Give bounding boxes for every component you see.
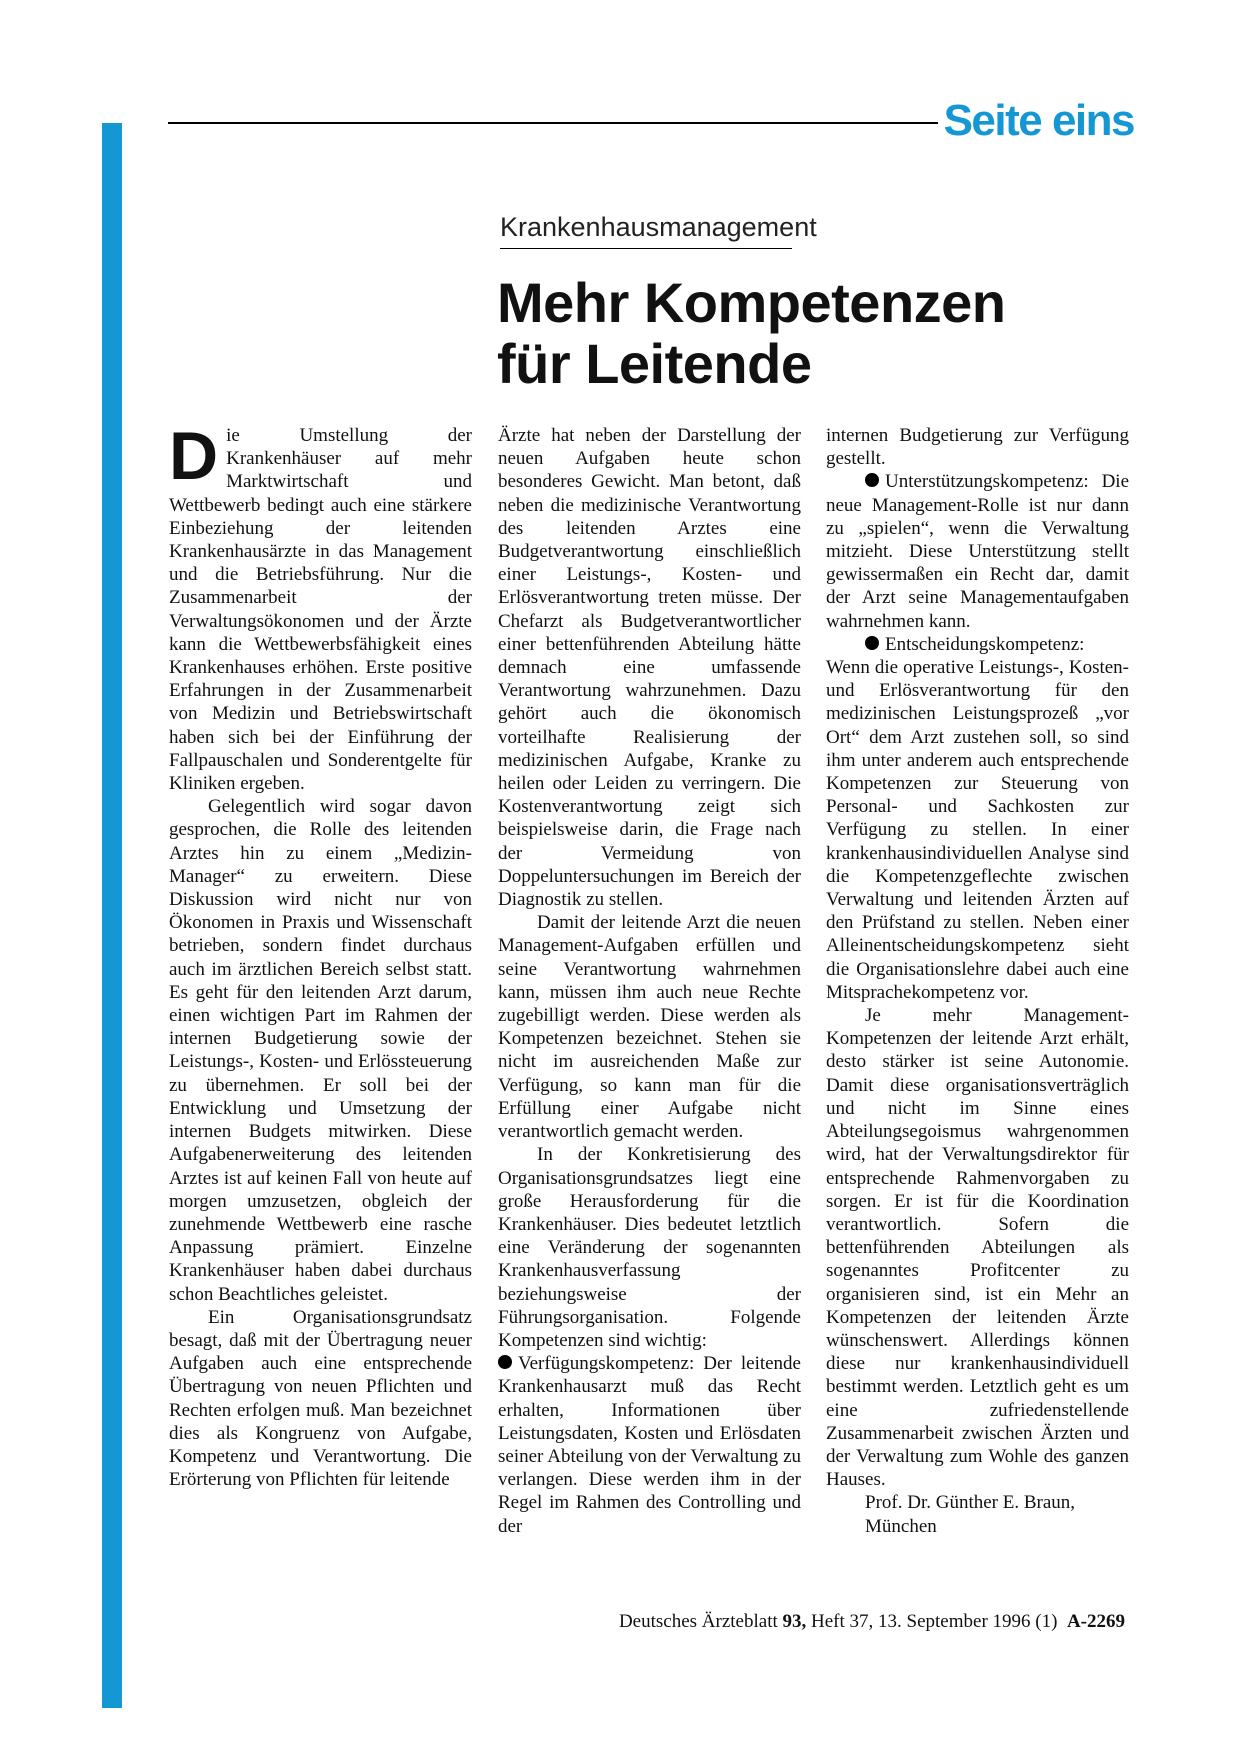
article-column-1 (169, 418, 472, 1491)
headline-line-1: Mehr Kompetenzen (497, 271, 1006, 334)
paragraph: Damit der leitende Arzt die neuen Management-Aufgaben erfüllen und seine Verantwortung wahrnehmen kann, müssen ihm auch neue Rechte zugebilligt werden. Diese werden als Kompetenzen bezeichnet. Stehen sie nicht im ausreichenden Maße zur Verfügung, so kann man für die Erfüllung einer Aufgabe nicht verantwortlich gemacht werden. (498, 912, 801, 1143)
paragraph: internen Budgetierung zur Verfügung gestellt. (826, 425, 1129, 470)
bullet-paragraph (498, 1352, 801, 1538)
article-headline (497, 272, 1006, 394)
author-name: Prof. Dr. Günther E. Braun, (865, 1492, 1076, 1514)
section-label: Seite eins (943, 96, 1134, 145)
paragraph-text: Entscheidungskompetenz: Wenn die operative Leistungs-, Kosten- und Erlösverantwortung für den medizinischen Leistungsprozeß „vor Ort“ dem Arzt zustehen soll, so sind ihm unter anderem auch entsprechende Kompetenzen zur Steuerung von Personal- und Sachkosten zur Verfügung zu stellen. In einer krankenhausindividuellen Analyse sind die Kompetenzgeflechte zwischen Verwaltung und leitenden Ärzten auf den Prüfstand zu stellen. Neben einer Alleinentscheidungskompetenz sieht die Organisationslehre dabei auch eine Mitsprachekompetenz vor. (826, 633, 1129, 1003)
article-column-3 (826, 424, 1129, 1538)
journal-volume: 93, (782, 1611, 807, 1632)
header-rule (168, 122, 938, 124)
accent-sidebar (102, 123, 122, 1708)
paragraph: In der Konkretisierung des Organisationsgrundsatzes liegt eine große Herausforderung für die Krankenhäuser. Dies bedeutet letztlich eine Veränderung der sogenannten Krankenhausverfassung beziehungsweise der Führungsorganisation. Folgende Kompetenzen sind wichtig: (498, 1144, 801, 1351)
bullet-icon (498, 1355, 512, 1369)
paragraph: Ein Organisationsgrundsatz besagt, daß mit der Übertragung neuer Aufgaben auch eine entsprechende Übertragung von neuen Pflichten und Rechten erfolgen muß. Man bezeichnet dies als Kongruenz von Aufgabe, Kompetenz und Verantwortung. Die Erörterung von Pflichten für leitende (169, 1306, 472, 1491)
drop-cap: D (169, 418, 219, 494)
paragraph (169, 418, 472, 795)
page-footer (619, 1610, 1125, 1634)
paragraph: Gelegentlich wird sogar davon gesprochen, die Rolle des leitenden Arztes hin zu einem „Medizin-Manager“ zu erweitern. Diese Diskussion wird nicht nur von Ökonomen in Praxis und Wissenschaft betrieben, sondern findet durchaus auch im ärztlichen Bereich selbst statt. Es geht für den leitenden Arzt darum, einen wichtigen Part im Rahmen der internen Budgetierung sowie der Leistungs-, Kosten- und Erlössteuerung zu übernehmen. Er soll bei der Entwicklung und Umsetzung der internen Budgets mitwirken. Diese Aufgabenerweiterung des leitenden Arztes ist auf keinen Fall von heute auf morgen umzusetzen, obgleich der zunehmende Wettbewerb eine rasche Anpassung prämiert. Einzelne Krankenhäuser haben dabei durchaus schon Beachtliches geleistet. (169, 796, 472, 1305)
author-city: München (865, 1515, 937, 1537)
paragraph: Je mehr Management-Kompetenzen der leitende Arzt erhält, desto stärker ist seine Autonomie. Damit diese organisationsverträglich und nicht im Sinne eines Abteilungsegoismus wahrgenommen wird, hat der Verwaltungsdirektor für entsprechende Rahmenvorgaben zu sorgen. Er ist für die Koordination verantwortlich. Sofern die bettenführenden Abteilungen als sogenanntes Profitcenter zu organisieren sind, ist ein Mehr an Kompetenzen der leitenden Ärzte wünschenswert. Allerdings können diese nur krankenhausindividuell bestimmt werden. Letztlich geht es um eine zufriedenstellende Zusammenarbeit zwischen Ärzten und der Verwaltung zum Wohle des ganzen Hauses. (826, 1005, 1129, 1491)
bullet-icon (865, 636, 879, 650)
journal-name: Deutsches Ärzteblatt (618, 1611, 778, 1632)
page-number: A-2269 (1066, 1611, 1125, 1632)
headline-line-2: für Leitende (497, 332, 812, 395)
issue-date: Heft 37, 13. September 1996 (1) (811, 1611, 1058, 1632)
bullet-paragraph (826, 470, 1129, 632)
bullet-icon (865, 473, 879, 487)
bullet-paragraph (826, 633, 1129, 1004)
kicker-underline (500, 248, 792, 249)
paragraph-text: Unterstützungskompetenz: Die neue Management-Rolle ist nur dann zu „spielen“, wenn die Verwaltung mitzieht. Diese Unterstützung stellt gewissermaßen ein Recht dar, damit der Arzt seine Managementaufgaben wahrnehmen kann. (826, 471, 1129, 632)
paragraph: Ärzte hat neben der Darstellung der neuen Aufgaben heute schon besonderes Gewicht. Man betont, daß neben die medizinische Verantwortung des leitenden Arztes eine Budgetverantwortung einschließlich einer Leistungs-, Kosten- und Erlösverantwortung treten müsse. Der Chefarzt als Budgetverantwortlicher einer bettenführenden Abteilung hätte demnach eine umfassende Verantwortung wahrzunehmen. Dazu gehört auch die ökonomisch vorteilhafte Realisierung der medizinischen Aufgabe, Kranke zu heilen oder Leiden zu verringern. Die Kostenverantwortung zeigt sich beispielsweise darin, die Frage nach der Vermeidung von Doppeluntersuchungen im Bereich der Diagnostik zu stellen. (498, 425, 801, 911)
paragraph-text: Verfügungskompetenz: Der leitende Krankenhausarzt muß das Recht erhalten, Informationen über Leistungsdaten, Kosten und Erlösdaten seiner Abteilung von der Verwaltung zu verlangen. Diese werden ihm in der Regel im Rahmen des Controlling und der (498, 1353, 801, 1537)
paragraph-text: ie Umstellung der Krankenhäuser auf mehr Marktwirtschaft und Wettbewerb bedingt auch eine stärkere Einbeziehung der leitenden Krankenhausärzte in das Management und die Betriebsführung. Nur die Zusammenarbeit der Verwaltungsökonomen und der Ärzte kann die Wettbewerbsfähigkeit eines Krankenhauses erhöhen. Erste positive Erfahrungen in der Zusammenarbeit von Medizin und Betriebswirtschaft haben sich bei der Einführung der Fallpauschalen und Sonderentgelte für Kliniken ergeben. (169, 425, 472, 795)
article-kicker: Krankenhausmanagement (500, 212, 817, 242)
article-column-2 (498, 424, 801, 1538)
